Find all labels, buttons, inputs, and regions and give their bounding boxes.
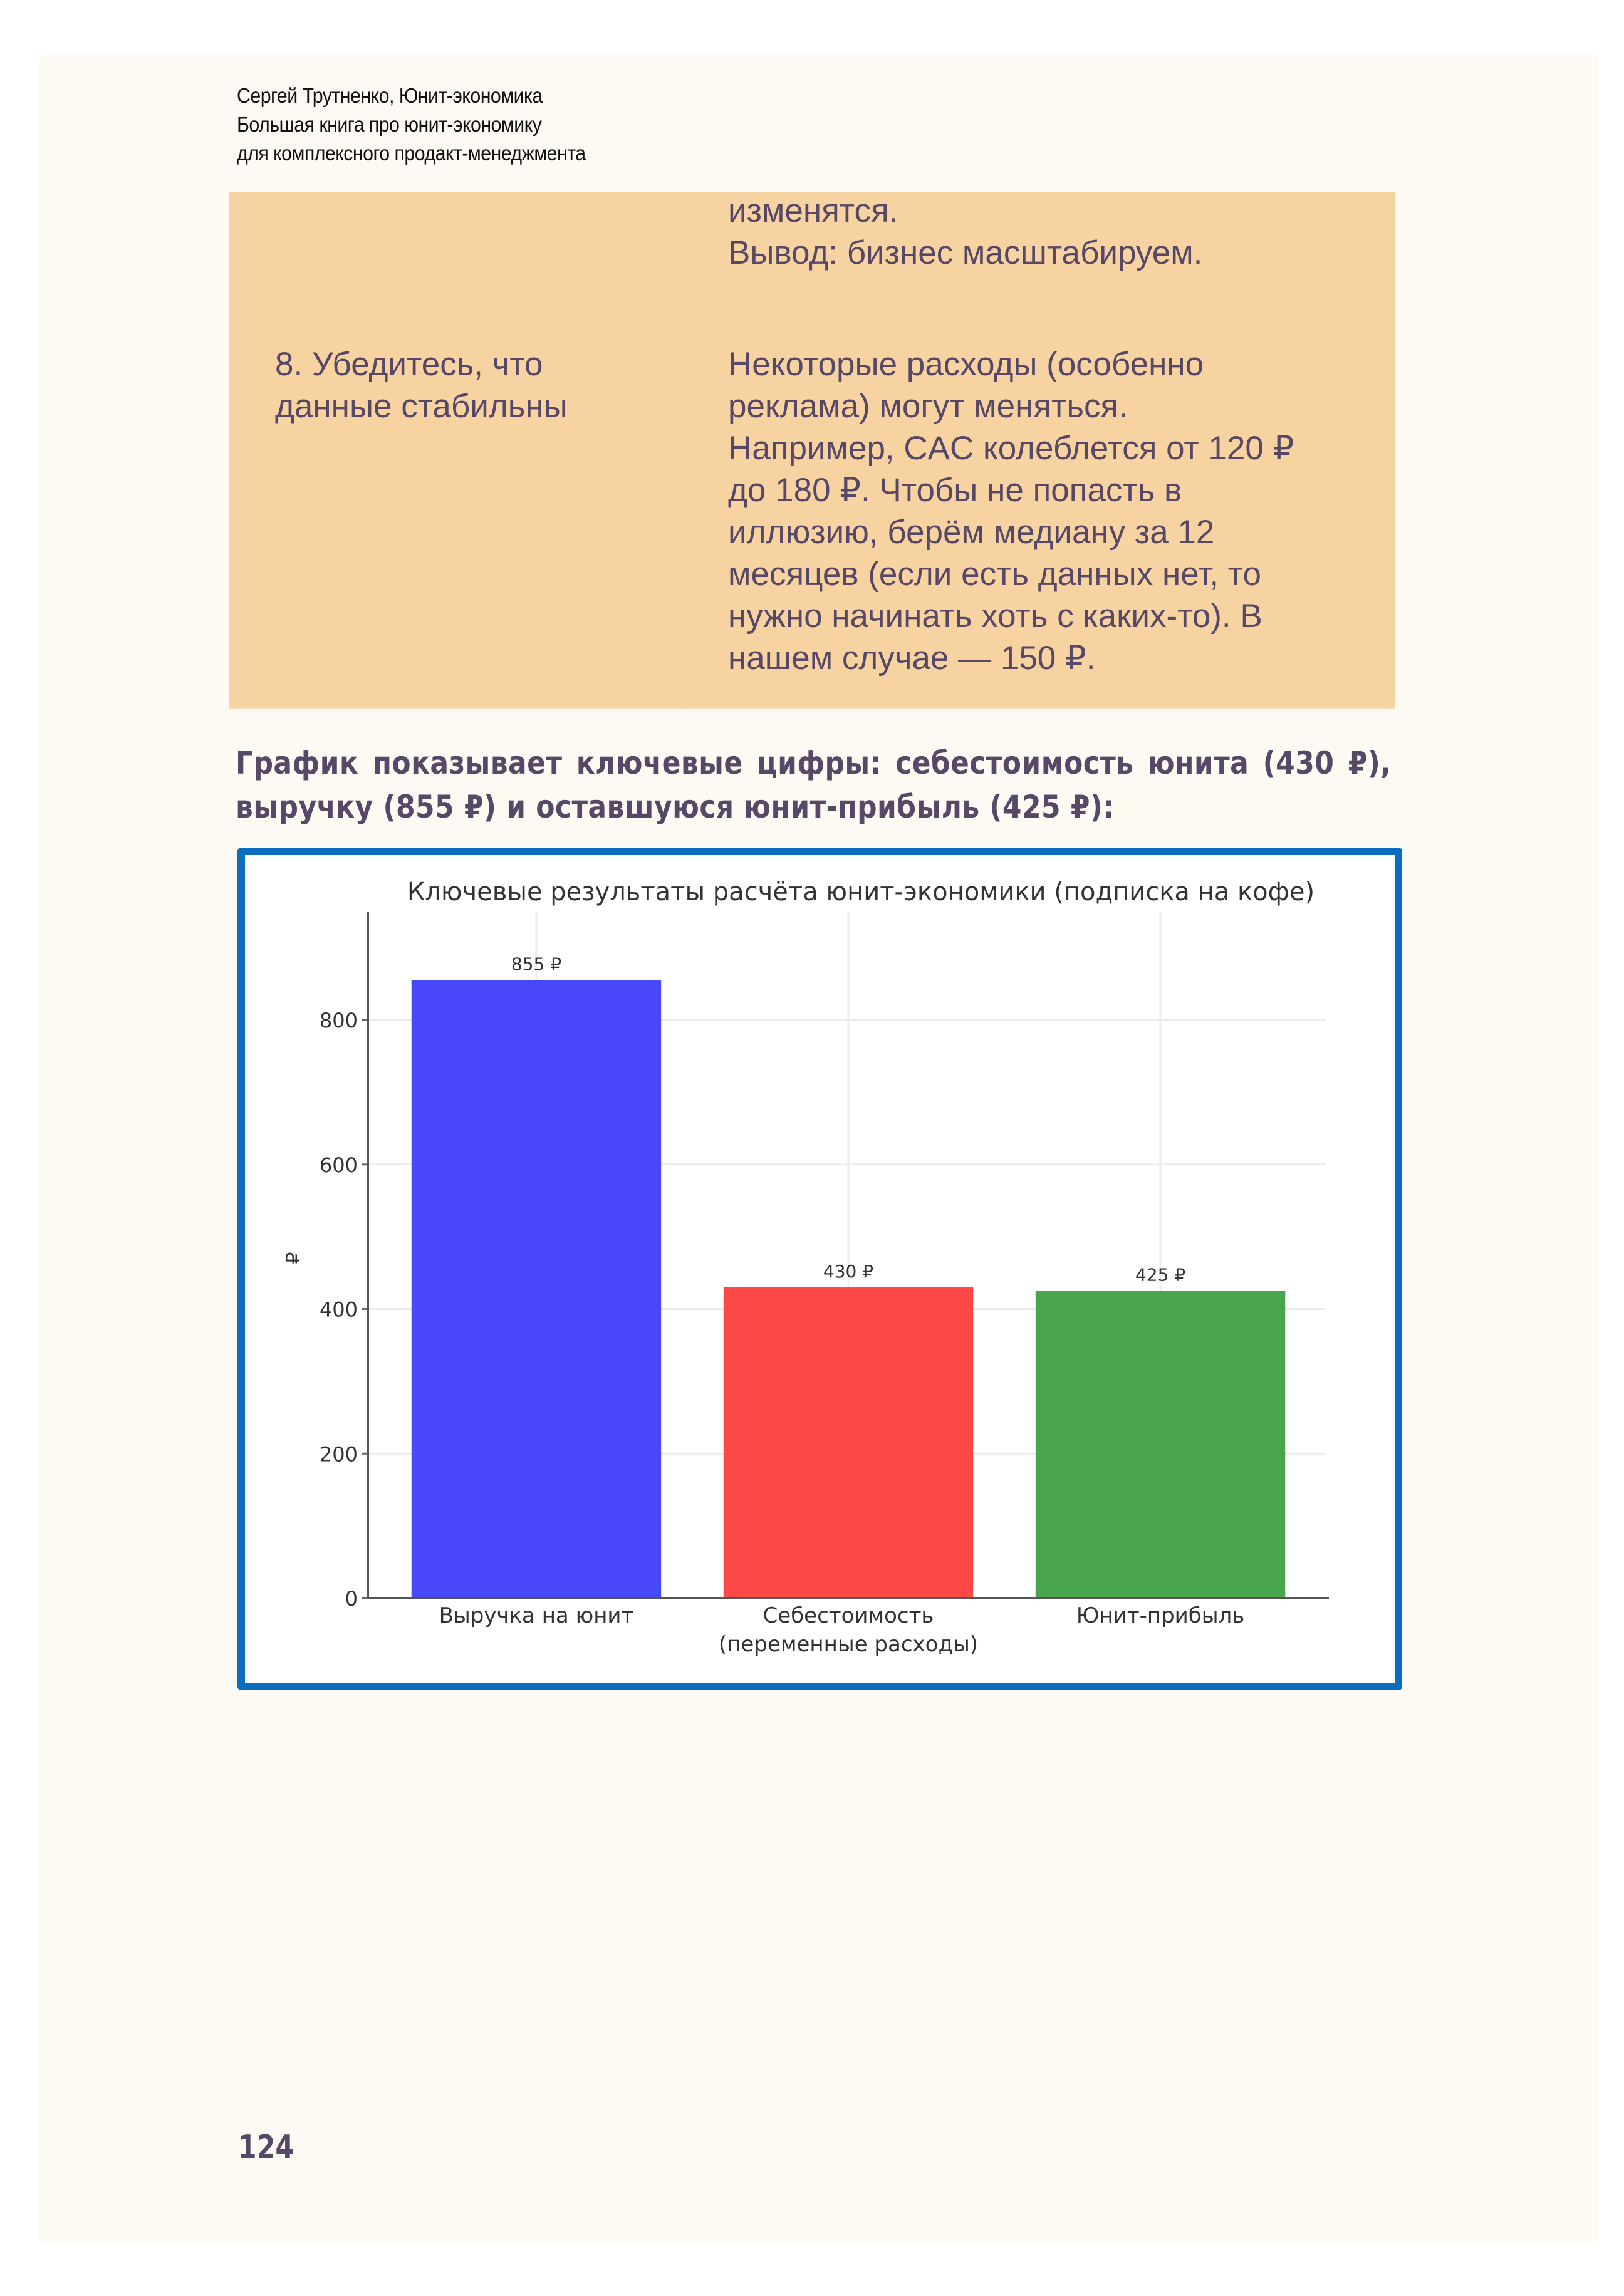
table-cell-row2-right bbox=[728, 343, 1294, 679]
bar-value-label: 425 ₽ bbox=[1135, 1264, 1186, 1286]
chart-intro-paragraph: График показывает ключевые цифры: себестоимость юнита (430 ₽), выручку (855 ₽) и оставшуюся юнит-прибыль (425 ₽): bbox=[236, 745, 1392, 825]
x-tick-label: Себестоимость bbox=[763, 1603, 934, 1628]
header-line: Большая книга про юнит-экономику bbox=[237, 113, 542, 136]
cell-line: реклама) могут меняться. bbox=[728, 388, 1128, 425]
y-tick-label: 800 bbox=[319, 1009, 358, 1033]
cell-line: Например, CAC колеблется от 120 ₽ bbox=[728, 430, 1294, 467]
cell-line: изменятся. bbox=[728, 192, 898, 229]
cell-line: месяцев (если есть данных нет, то bbox=[728, 556, 1261, 593]
cell-line: Вывод: бизнес масштабируем. bbox=[728, 234, 1203, 271]
header-line: Сергей Трутненко, Юнит-экономика bbox=[237, 84, 543, 107]
x-tick-label: (переменные расходы) bbox=[718, 1632, 979, 1657]
column-divider bbox=[683, 192, 684, 707]
cell-line: нужно начинать хоть с каких-то). В bbox=[728, 598, 1262, 635]
chart-title: Ключевые результаты расчёта юнит-экономики (подписка на кофе) bbox=[407, 878, 1315, 906]
page-number: 124 bbox=[238, 2129, 294, 2166]
y-tick-label: 400 bbox=[319, 1297, 358, 1322]
header-line: для комплексного продакт-менеджмента bbox=[237, 142, 586, 165]
cell-line: 8. Убедитесь, что bbox=[275, 346, 543, 383]
y-tick-label: 200 bbox=[319, 1442, 358, 1467]
table-cell-row2-left bbox=[275, 343, 568, 427]
y-tick-label: 600 bbox=[319, 1153, 358, 1177]
cell-line: данные стабильны bbox=[275, 388, 568, 425]
x-tick-label: Выручка на юнит bbox=[439, 1603, 634, 1628]
y-tick-label: 0 bbox=[345, 1587, 358, 1611]
cell-line: нашем случае — 150 ₽. bbox=[728, 640, 1096, 677]
cell-line: Некоторые расходы (особенно bbox=[728, 346, 1204, 383]
bar-value-label: 855 ₽ bbox=[511, 953, 562, 975]
chart-frame bbox=[237, 848, 1402, 1690]
bar-value-label: 430 ₽ bbox=[823, 1260, 874, 1282]
table-cell-row1-right bbox=[728, 192, 1202, 274]
steps-table bbox=[229, 192, 1395, 709]
cell-line: иллюзию, берём медиану за 12 bbox=[728, 514, 1215, 551]
x-tick-label: Юнит-прибыль bbox=[1076, 1603, 1245, 1628]
cell-line: до 180 ₽. Чтобы не попасть в bbox=[728, 472, 1182, 509]
y-axis-label: ₽ bbox=[283, 1252, 304, 1264]
running-header bbox=[237, 81, 1044, 168]
